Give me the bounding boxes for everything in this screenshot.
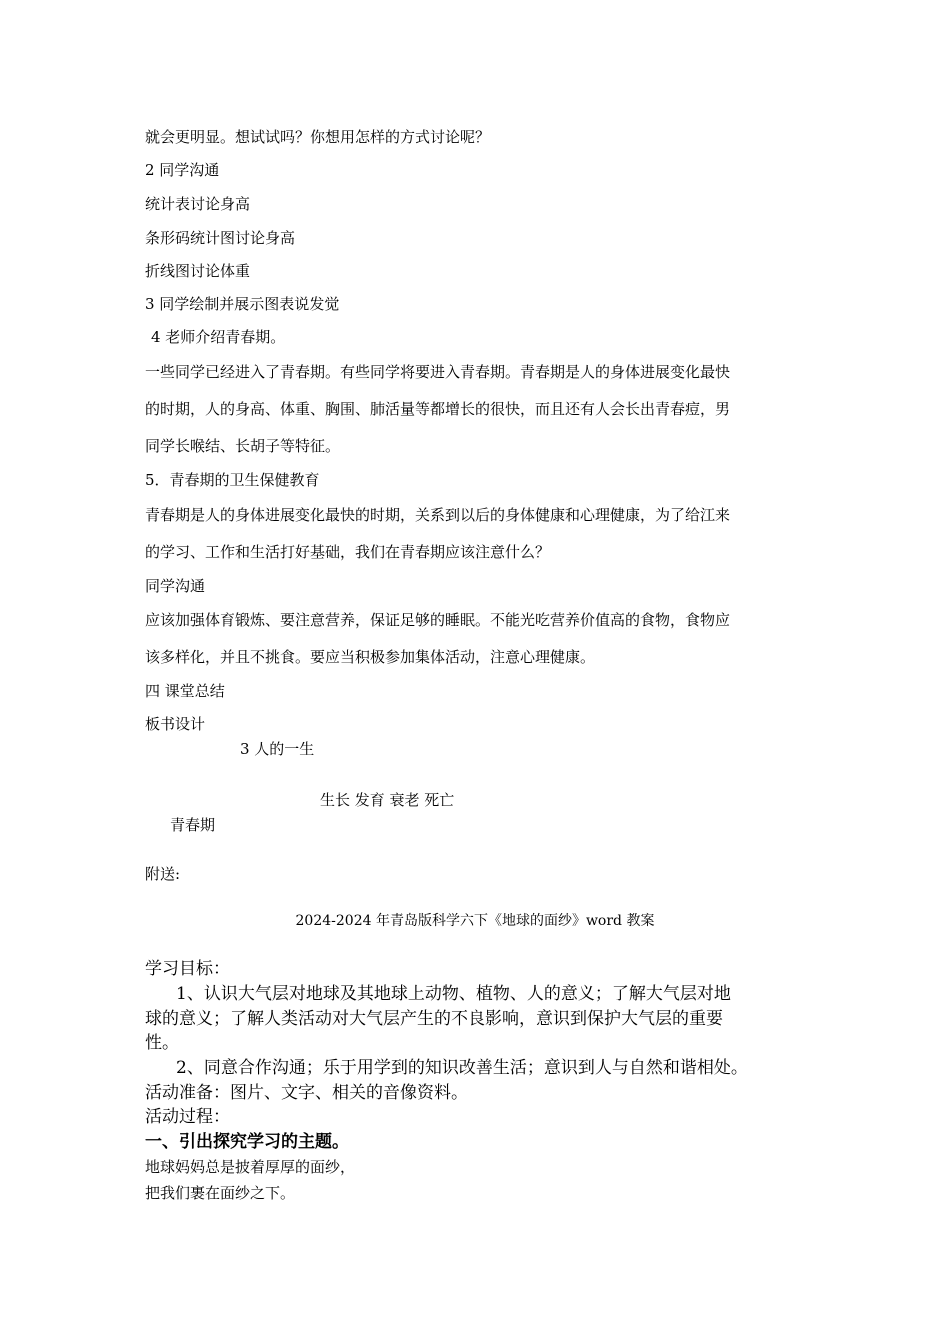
text-line: 一些同学已经进入了青春期。有些同学将要进入青春期。青春期是人的身体进展变化最快 [145,363,731,381]
poem-line: 把我们裹在面纱之下。 [145,1184,296,1202]
text-line: 同学沟通 [145,577,206,595]
board-title: 3 人的一生 [240,740,315,758]
text-line: 条形码统计图讨论身高 [145,229,296,247]
activity-preparation: 活动准备：图片、文字、相关的音像资料。 [145,1083,468,1103]
text-line: 四 课堂总结 [145,682,225,700]
text-line: 的学习、工作和生活打好基础，我们在青春期应该注意什么？ [145,543,551,561]
text-line: 应该加强体育锻炼、要注意营养，保证足够的睡眠。不能光吃营养价值高的食物，食物应 [145,611,731,629]
text-line: 该多样化，并且不挑食。要应当积极参加集体活动，注意心理健康。 [145,648,596,666]
goal-2: 2、同意合作沟通；乐于用学到的知识改善生活；意识到人与自然和谐相处。 [176,1058,748,1078]
goals-heading: 学习目标： [145,959,230,979]
board-stages: 生长 发育 衰老 死亡 [320,791,455,809]
goal-1: 性。 [145,1033,179,1053]
activity-process: 活动过程： [145,1107,230,1127]
appendix-label: 附送: [145,865,181,883]
text-line: 的时期，人的身高、体重、胸围、肺活量等都增长的很快，而且还有人会长出青春痘，男 [145,400,731,418]
text-line: 3 同学绘制并展示图表说发觉 [145,295,340,313]
document-2-title: 2024-2024 年青岛版科学六下《地球的面纱》word 教案 [295,913,655,929]
text-line: 统计表讨论身高 [145,195,251,213]
text-line: 青春期是人的身体进展变化最快的时期，关系到以后的身体健康和心理健康，为了给江来 [145,506,731,524]
text-line: 板书设计 [145,715,206,733]
text-line: 2 同学沟通 [145,161,220,179]
board-youth: 青春期 [170,816,216,834]
text-line: 5．青春期的卫生保健教育 [145,471,320,489]
goal-1: 球的意义；了解人类活动对大气层产生的不良影响，意识到保护大气层的重要 [145,1009,723,1029]
poem-line: 地球妈妈总是披着厚厚的面纱， [145,1158,356,1176]
text-line: 4 老师介绍青春期。 [151,328,286,346]
section-heading: 一、引出探究学习的主题。 [145,1132,349,1152]
text-line: 就会更明显。想试试吗？你想用怎样的方式讨论呢？ [145,128,491,146]
text-line: 同学长喉结、长胡子等特征。 [145,437,341,455]
goal-1: 1、认识大气层对地球及其地球上动物、植物、人的意义；了解大气层对地 [176,984,731,1004]
text-line: 折线图讨论体重 [145,262,251,280]
